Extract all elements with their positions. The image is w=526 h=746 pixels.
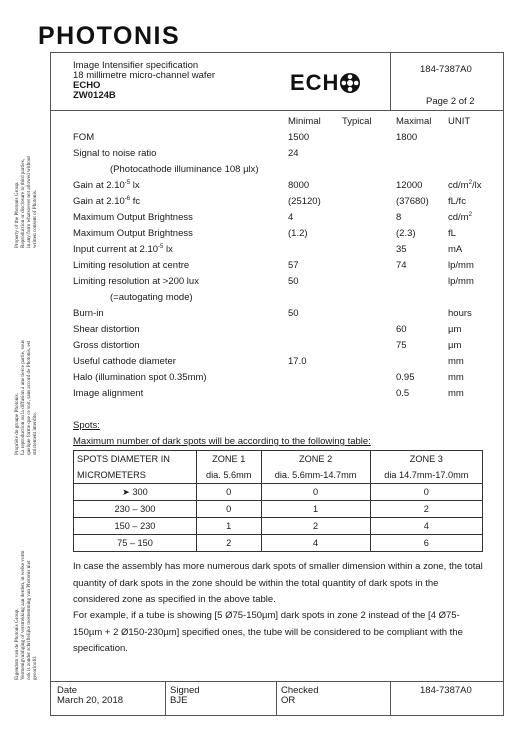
table-cell: 2 bbox=[196, 535, 261, 552]
table-cell: 4 bbox=[370, 518, 482, 535]
spec-label: Maximum Output Brightness bbox=[73, 228, 193, 239]
spots-zone3-dia: dia 14.7mm-17.0mm bbox=[370, 467, 482, 484]
spots-head-micrometers: MICROMETERS bbox=[74, 467, 197, 484]
spots-header-row bbox=[74, 451, 483, 468]
spec-min-value: (1.2) bbox=[288, 228, 308, 239]
spec-label: (=autogating mode) bbox=[110, 292, 193, 303]
spec-label: (Photocathode illuminance 108 µlx) bbox=[110, 164, 259, 175]
spec-max-value: 12000 bbox=[396, 180, 423, 191]
spec-unit: fL bbox=[448, 228, 456, 239]
spec-label: Burn-in bbox=[73, 308, 104, 319]
table-row bbox=[74, 501, 483, 518]
spec-max-value: 60 bbox=[396, 324, 407, 335]
spec-label: Limiting resolution at centre bbox=[73, 260, 190, 271]
table-cell: 0 bbox=[196, 501, 261, 518]
spec-max-value: 75 bbox=[396, 340, 407, 351]
spots-size-cell: ➤ 300 bbox=[74, 484, 197, 501]
paragraph-assembly: In case the assembly has more numerous dark spots of smaller dimension within a zone, the total quantity of dark spots in the zone should be within the total quantity of dark spots in the considered zone as specified in the above table. bbox=[73, 561, 483, 605]
spec-unit: hours bbox=[448, 308, 472, 319]
spec-label: Signal to noise ratio bbox=[73, 148, 157, 159]
spec-max-value: (37680) bbox=[396, 196, 429, 207]
spec-label: Shear distortion bbox=[73, 324, 140, 335]
footer-doc-number: 184-7387A0 bbox=[420, 685, 472, 696]
table-row bbox=[74, 518, 483, 535]
spec-min-value: 17.0 bbox=[288, 356, 307, 367]
table-row bbox=[74, 484, 483, 501]
echo-logo: ECH bbox=[290, 70, 361, 96]
spec-min-value: 50 bbox=[288, 308, 299, 319]
header-title-block: Image Intensifier specification 18 millimetre micro-channel wafer ECHO ZW0124B bbox=[73, 60, 216, 101]
spots-head-zone2: ZONE 2 bbox=[261, 451, 370, 468]
col-minimal: Minimal bbox=[288, 116, 321, 127]
spec-label: Maximum Output Brightness bbox=[73, 212, 193, 223]
spec-label: Useful cathode diameter bbox=[73, 356, 176, 367]
paragraph-example: For example, if a tube is showing [5 Ø75-150µm] dark spots in zone 2 instead of the [4 Ø75-150µm + 2 Ø150-230µm] specified ones, the tube will be considered to be compliant with the specification. bbox=[73, 610, 463, 654]
spec-unit: fL/fc bbox=[448, 196, 466, 207]
spec-label: Halo (illumination spot 0.35mm) bbox=[73, 372, 207, 383]
spec-unit: $cd/m^2$ bbox=[448, 212, 472, 224]
spots-intro: Maximum number of dark spots will be according to the following table: bbox=[73, 436, 371, 447]
spots-head-zone1: ZONE 1 bbox=[196, 451, 261, 468]
footer-signed: Signed BJE bbox=[170, 685, 200, 706]
spec-label: Limiting resolution at >200 lux bbox=[73, 276, 199, 287]
spec-max-value: 1800 bbox=[396, 132, 418, 143]
spec-min-value: 57 bbox=[288, 260, 299, 271]
spec-min-value: (25120) bbox=[288, 196, 321, 207]
table-cell: 2 bbox=[261, 518, 370, 535]
spec-max-value: 74 bbox=[396, 260, 407, 271]
spec-max-value: 0.95 bbox=[396, 372, 415, 383]
spec-max-value: 8 bbox=[396, 212, 402, 223]
spec-unit: $cd/m^2/lx$ bbox=[448, 180, 482, 192]
spec-label: Gain at $2.10^{-5}$ lx bbox=[73, 180, 140, 192]
table-cell: 0 bbox=[261, 484, 370, 501]
spec-unit: mA bbox=[448, 244, 463, 255]
spots-table bbox=[73, 450, 483, 552]
spec-label: FOM bbox=[73, 132, 95, 143]
table-cell: 6 bbox=[370, 535, 482, 552]
footer-vdivider-1 bbox=[165, 681, 166, 715]
photonis-logo: PHOTONIS bbox=[38, 22, 181, 50]
footer-vdivider-2 bbox=[276, 681, 277, 715]
echo-logo-o-icon bbox=[339, 72, 361, 94]
spec-unit: µm bbox=[448, 324, 462, 335]
spec-label: Gain at $2.10^{-6}$ fc bbox=[73, 196, 141, 208]
col-maximal: Maximal bbox=[396, 116, 432, 127]
greater-than-icon: ➤ bbox=[122, 486, 133, 497]
spec-max-value: (2.3) bbox=[396, 228, 416, 239]
spec-min-value: 4 bbox=[288, 212, 294, 223]
spec-min-value: 50 bbox=[288, 276, 299, 287]
spec-label: Gross distortion bbox=[73, 340, 140, 351]
spots-size-cell: 75 – 150 bbox=[74, 535, 197, 552]
table-cell: 1 bbox=[196, 518, 261, 535]
footer-date: Date March 20, 2018 bbox=[57, 685, 124, 706]
table-cell: 2 bbox=[370, 501, 482, 518]
table-cell: 1 bbox=[261, 501, 370, 518]
footer-checked: Checked OR bbox=[281, 685, 319, 706]
spec-unit: lp/mm bbox=[448, 260, 474, 271]
col-unit: UNIT bbox=[448, 116, 471, 127]
spec-max-value: 0.5 bbox=[396, 388, 410, 399]
spots-head-zone3: ZONE 3 bbox=[370, 451, 482, 468]
spots-size-cell: 150 – 230 bbox=[74, 518, 197, 535]
spots-zone2-dia: dia. 5.6mm-14.7mm bbox=[261, 467, 370, 484]
spec-max-value: 35 bbox=[396, 244, 407, 255]
spec-label: Image alignment bbox=[73, 388, 144, 399]
spots-head-diameter: SPOTS DIAMETER IN bbox=[74, 451, 197, 468]
header-doc-number: 184-7387A0 bbox=[420, 64, 472, 75]
spots-zone1-dia: dia. 5.6mm bbox=[196, 467, 261, 484]
table-cell: 0 bbox=[196, 484, 261, 501]
spots-size-cell: 230 – 300 bbox=[74, 501, 197, 518]
spec-min-value: 1500 bbox=[288, 132, 310, 143]
spec-unit: mm bbox=[448, 388, 464, 399]
spec-unit: µm bbox=[448, 340, 462, 351]
side-note-french: Propriété du groupe Photonis. La reproduction ou la diffusion à une tierce partie, sous quelque forme que ce soit, sans accord de Photonis, est strictement interdite. bbox=[14, 340, 38, 455]
header-divider bbox=[50, 110, 503, 111]
col-typical: Typical bbox=[342, 116, 372, 127]
spec-min-value: 8000 bbox=[288, 180, 310, 191]
table-cell: 4 bbox=[261, 535, 370, 552]
spec-unit: mm bbox=[448, 372, 464, 383]
spec-unit: mm bbox=[448, 356, 464, 367]
spots-heading: Spots: bbox=[73, 420, 100, 431]
page-number: Page 2 of 2 bbox=[426, 96, 475, 107]
footer-vdivider-3 bbox=[390, 681, 391, 715]
side-note-english: Property of the Photonis Group. Reproduction or disclosure to third parties, in any form whatsoever not allowed without written consent of Photonis. bbox=[14, 156, 38, 248]
table-cell: 0 bbox=[370, 484, 482, 501]
side-note-dutch: Eigendom van de Photonis Group. Vermenigvuldiging of verstrekking aan derden, in welke vorm ook is zonder schriftelijke toestemming van Photonis niet geoorloofd. bbox=[14, 550, 38, 680]
spots-subheader-row bbox=[74, 467, 483, 484]
header-vdivider bbox=[390, 52, 391, 110]
table-row bbox=[74, 535, 483, 552]
spec-label: Input current at $2.10^{-5}$ lx bbox=[73, 244, 173, 256]
spec-unit: lp/mm bbox=[448, 276, 474, 287]
spec-min-value: 24 bbox=[288, 148, 299, 159]
